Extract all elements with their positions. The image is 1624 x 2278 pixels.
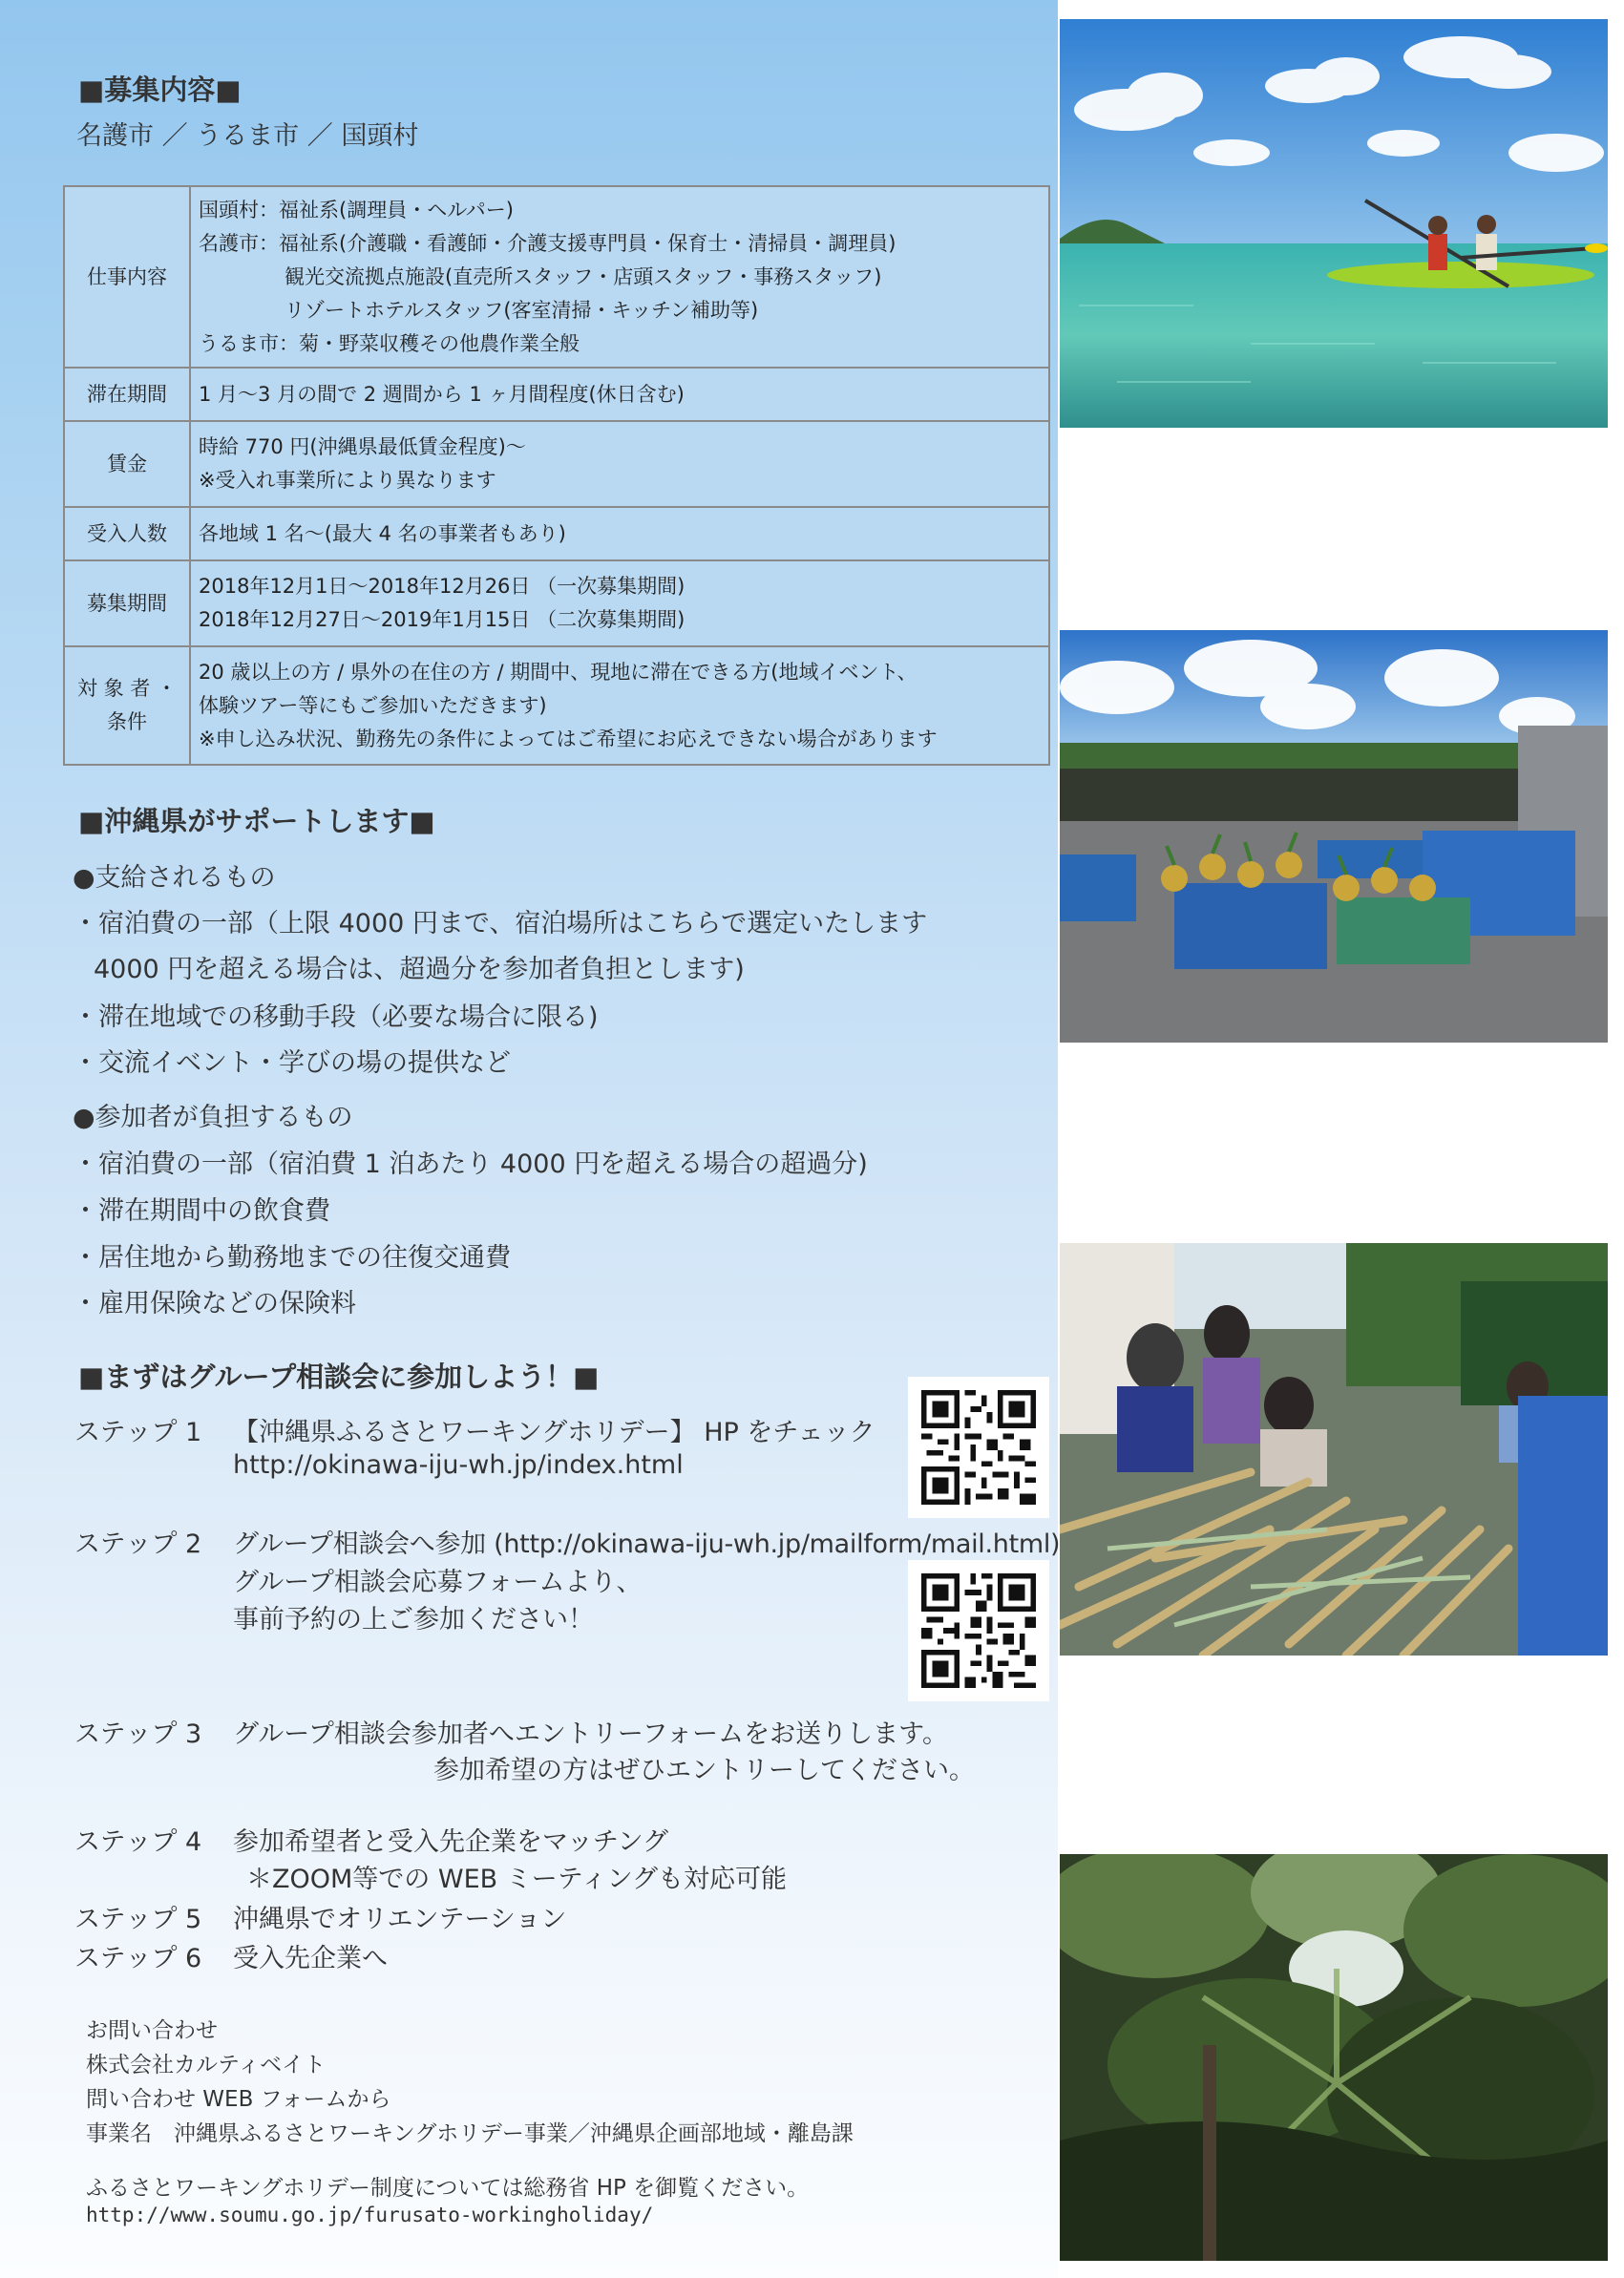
step3-line2: 参加希望の方はぜひエントリーしてください。 <box>433 1756 975 1785</box>
target-label <box>64 646 190 765</box>
recruit-areas: 名護市 ／ うるま市 ／ 国頭村 <box>76 121 419 151</box>
burden-item: ・雇用保険などの保険料 <box>73 1289 356 1318</box>
job-cell <box>190 186 1049 368</box>
target-label-line: 条件 <box>107 710 147 733</box>
step5-label: ステップ 5 <box>74 1905 202 1934</box>
provided-heading: ●支給されるもの <box>73 863 276 893</box>
kayak-photo <box>1060 19 1608 428</box>
job-line: うるま市：菊・野菜収穫その他農作業全般 <box>199 331 580 355</box>
target-line: ※申し込み状況、勤務先の条件によってはご希望にお応えできない場合があります <box>199 727 938 750</box>
count-value: 各地域 1 名～(最大 4 名の事業者もあり) <box>190 507 1049 560</box>
qr-homepage-icon <box>921 1390 1036 1505</box>
provided-item: ・交流イベント・学びの場の提供など <box>73 1048 511 1078</box>
count-label: 受入人数 <box>64 507 190 560</box>
target-line: 体験ツアー等にもご参加いただきます) <box>199 693 547 717</box>
qr-mailform-icon <box>921 1573 1036 1688</box>
period-cell <box>190 560 1049 646</box>
steps-heading: ■まずはグループ相談会に参加しよう！■ <box>78 1360 600 1393</box>
contact-note: ふるさとワーキングホリデー制度については総務省 HP を御覧ください。 <box>86 2176 810 2201</box>
step3-text: グループ相談会参加者へエントリーフォームをお送りします。 <box>233 1719 948 1749</box>
step6-text: 受入先企業へ <box>233 1944 388 1973</box>
qr-code-homepage <box>908 1377 1049 1518</box>
step1-text: 【沖縄県ふるさとワーキングホリデー】 HP をチェック <box>233 1418 875 1447</box>
period-label: 募集期間 <box>64 560 190 646</box>
stay-value: 1 月～3 月の間で 2 週間から 1 ヶ月間程度(休日含む) <box>190 368 1049 421</box>
provided-item: ・宿泊費の一部（上限 4000 円まで、宿泊場所はこちらで選定いたします <box>73 909 928 939</box>
contact-method: 問い合わせ WEB フォームから <box>86 2087 391 2112</box>
burden-heading: ●参加者が負担するもの <box>73 1103 353 1132</box>
support-heading: ■沖縄県がサポートします■ <box>78 805 435 837</box>
contact-title: お問い合わせ <box>86 2018 218 2043</box>
job-line: リゾートホテルスタッフ(客室清掃・キッチン補助等) <box>285 298 759 322</box>
step2-line3: 事前予約の上ご参加ください！ <box>233 1605 594 1635</box>
wage-label: 賃金 <box>64 421 190 507</box>
step2-line2: グループ相談会応募フォームより、 <box>233 1568 643 1597</box>
wage-cell <box>190 421 1049 507</box>
contact-company: 株式会社カルティベイト <box>86 2053 327 2078</box>
soumu-url-link[interactable]: http://www.soumu.go.jp/furusato-workingholiday/ <box>86 2204 654 2226</box>
burden-item: ・居住地から勤務地までの往復交通費 <box>73 1243 511 1273</box>
job-line: 観光交流拠点施設(直売所スタッフ・店頭スタッフ・事務スタッフ) <box>285 264 882 288</box>
step4-line2: ＊ZOOM等での WEB ミーティングも対応可能 <box>246 1865 788 1894</box>
target-line: 20 歳以上の方 / 県外の在住の方 / 期間中、現地に滞在できる方(地域イベント、 <box>199 660 917 684</box>
step5-text: 沖縄県でオリエンテーション <box>233 1905 567 1934</box>
wage-line: 時給 770 円(沖縄県最低賃金程度)～ <box>199 435 526 458</box>
qr-code-mailform <box>908 1560 1049 1701</box>
job-line: 名護市：福祉系(介護職・看護師・介護支援専門員・保育士・清掃員・調理員) <box>199 231 896 255</box>
contact-project: 事業名 沖縄県ふるさとワーキングホリデー事業／沖縄県企画部地域・離島課 <box>86 2121 854 2146</box>
step1-label: ステップ 1 <box>74 1418 202 1447</box>
step2-label: ステップ 2 <box>74 1529 202 1559</box>
sugarcane-harvest-photo <box>1060 1243 1608 1656</box>
provided-item: ・滞在地域での移動手段（必要な場合に限る) <box>73 1002 599 1032</box>
job-line: 国頭村：福祉系(調理員・ヘルパー) <box>199 198 514 221</box>
burden-item: ・滞在期間中の飲食費 <box>73 1196 330 1226</box>
step4-label: ステップ 4 <box>74 1827 202 1857</box>
burden-item: ・宿泊費の一部（宿泊費 1 泊あたり 4000 円を超える場合の超過分) <box>73 1150 868 1179</box>
forest-photo <box>1060 1854 1608 2261</box>
step4-text: 参加希望者と受入先企業をマッチング <box>233 1827 669 1857</box>
target-cell <box>190 646 1049 765</box>
period-line: 2018年12月1日～2018年12月26日 （一次募集期間) <box>199 575 685 598</box>
wage-line: ※受入れ事業所により異なります <box>199 469 496 492</box>
provided-item: 4000 円を超える場合は、超過分を参加者負担とします) <box>94 955 745 984</box>
step2-text[interactable]: グループ相談会へ参加 (http://okinawa-iju-wh.jp/mailform/mail.html) <box>233 1529 1061 1559</box>
period-line: 2018年12月27日～2019年1月15日 （二次募集期間) <box>199 608 685 631</box>
pineapple-truck-photo <box>1060 630 1608 1043</box>
stay-label: 滞在期間 <box>64 368 190 421</box>
target-label-line: 対 象 者 ・ <box>76 677 178 700</box>
recruit-table <box>63 185 1050 766</box>
step1-url-link[interactable]: http://okinawa-iju-wh.jp/index.html <box>233 1450 684 1480</box>
step3-label: ステップ 3 <box>74 1719 202 1749</box>
step6-label: ステップ 6 <box>74 1944 202 1973</box>
recruit-heading: ■募集内容■ <box>78 74 242 106</box>
job-label: 仕事内容 <box>64 186 190 368</box>
